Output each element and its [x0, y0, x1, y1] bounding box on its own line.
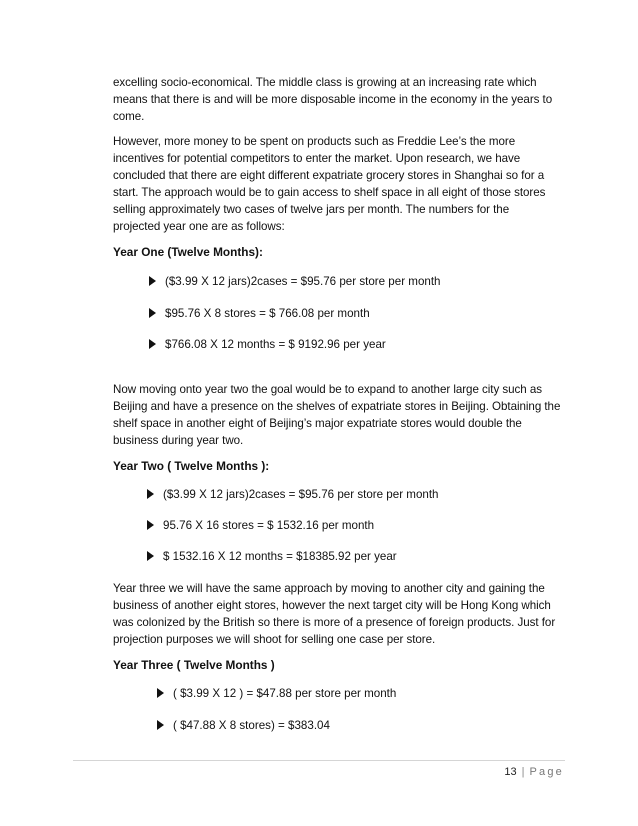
- bullet-text: 95.76 X 16 stores = $ 1532.16 per month: [163, 519, 375, 532]
- arrow-bullet-icon: [157, 688, 164, 698]
- text-line: start. The approach would be to gain access to shelf space in all eight of those stores: [113, 186, 546, 199]
- paragraph-hong-kong: [113, 580, 565, 648]
- text-line: business of another eight stores, however the next target city will be Hong Kong which: [113, 599, 551, 612]
- arrow-bullet-icon: [147, 489, 154, 499]
- text-line: projected year one are as follows:: [113, 220, 285, 233]
- text-line: selling approximately two cases of twelve jars per month. The numbers for the: [113, 203, 510, 216]
- text-line: business during year two.: [113, 434, 244, 447]
- arrow-bullet-icon: [157, 720, 164, 730]
- bullet-text: $766.08 X 12 months = $ 9192.96 per year: [165, 338, 386, 351]
- arrow-bullet-icon: [147, 551, 154, 561]
- text-line: shelf space in another eight of Beijing’s major expatriate stores would double the: [113, 417, 522, 430]
- bullet-text: ($3.99 X 12 jars)2cases = $95.76 per store per month: [163, 488, 439, 501]
- text-line: come.: [113, 110, 145, 123]
- paragraph-shanghai-approach: [113, 133, 565, 235]
- text-line: Year three we will have the same approach by moving to another city and gaining the: [113, 582, 545, 595]
- paragraph-middle-class: [113, 74, 565, 125]
- text-line: However, more money to be spent on products such as Freddie Lee’s the more: [113, 135, 516, 148]
- bullet-item: [149, 336, 386, 353]
- bullet-text: ( $3.99 X 12 ) = $47.88 per store per month: [173, 687, 397, 700]
- bullet-item: [147, 486, 439, 503]
- bullet-item: [147, 517, 374, 534]
- page-label: Page: [529, 766, 564, 778]
- text-line: projection purposes we will shoot for selling one case per store.: [113, 633, 436, 646]
- bullet-text: $95.76 X 8 stores = $ 766.08 per month: [165, 307, 370, 320]
- bullet-item: [157, 685, 396, 702]
- heading-year-one: Year One (Twelve Months):: [113, 245, 263, 259]
- text-line: concluded that there are eight different expatriate grocery stores in Shanghai so for a: [113, 169, 545, 182]
- text-line: means that there is and will be more disposable income in the economy in the years to: [113, 93, 553, 106]
- page-footer: [504, 766, 564, 778]
- text-line: Now moving onto year two the goal would be to expand to another large city such as: [113, 383, 542, 396]
- footer-divider: [73, 760, 565, 761]
- heading-year-two: Year Two ( Twelve Months ):: [113, 459, 270, 473]
- paragraph-beijing: [113, 381, 565, 449]
- arrow-bullet-icon: [149, 308, 156, 318]
- bullet-item: [147, 548, 397, 565]
- text-line: Beijing and have a presence on the shelves of expatriate stores in Beijing. Obtaining the: [113, 400, 561, 413]
- arrow-bullet-icon: [149, 276, 156, 286]
- heading-year-three: Year Three ( Twelve Months ): [113, 658, 275, 672]
- text-line: was colonized by the British so there is more of a presence of foreign products. Just for: [113, 616, 556, 629]
- bullet-item: [149, 305, 370, 322]
- bullet-item: [157, 717, 330, 734]
- arrow-bullet-icon: [149, 339, 156, 349]
- text-line: excelling socio-economical. The middle class is growing at an increasing rate which: [113, 76, 537, 89]
- arrow-bullet-icon: [147, 520, 154, 530]
- bullet-text: $ 1532.16 X 12 months = $18385.92 per year: [163, 550, 397, 563]
- bullet-item: [149, 273, 441, 290]
- footer-separator: |: [521, 766, 525, 778]
- bullet-text: ($3.99 X 12 jars)2cases = $95.76 per store per month: [165, 275, 441, 288]
- page-number: 13: [504, 766, 517, 778]
- text-line: incentives for potential competitors to enter the market. Upon research, we have: [113, 152, 521, 165]
- bullet-text: ( $47.88 X 8 stores) = $383.04: [173, 719, 330, 732]
